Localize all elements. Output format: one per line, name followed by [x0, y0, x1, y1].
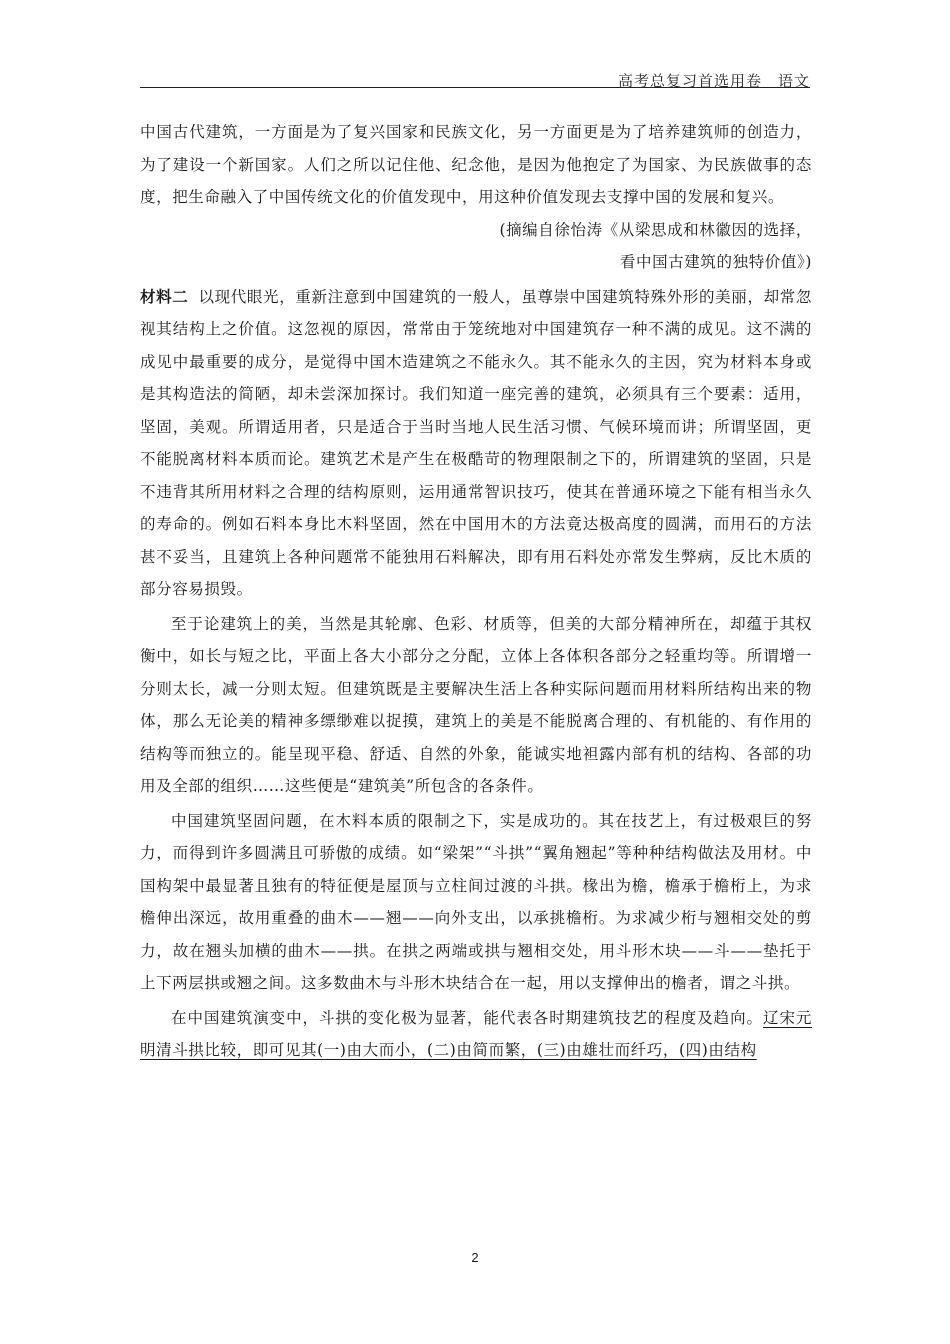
paragraph-dougong: 中国建筑坚固问题，在木料本质的限制之下，实是成功的。其在技艺上，有过极艰巨的努力，而得到许多圆满且可骄傲的成绩。如“梁架”“斗拱”“翼角翘起”等种种结构做法及用材。中国构架中最显著且独有的特征便是屋顶与立柱间过渡的斗拱。椽出为檐，檐承于檐桁上，为求檐伸出深远，故用重叠的曲木——翘——向外支出，以承挑檐桁。为求减少桁与翘相交处的剪力，故在翘头加横的曲木——拱。在拱之两端或拱与翘相交处，用斗形木块——斗——垫托于上下两层拱或翘之间。这多数曲木与斗形木块结合在一起，用以支撑伸出的檐者，谓之斗拱。: [140, 811, 812, 992]
running-header: 高考总复习首选用卷 语文: [617, 72, 810, 90]
page-number: 2: [471, 1250, 479, 1265]
paragraph-evolution-text: 在中国建筑演变中，斗拱的变化极为显著，能代表各时期建筑技艺的程度及趋向。: [171, 1008, 763, 1027]
source-citation-line1: (摘编自徐怡涛《从梁思成和林徽因的选择，: [499, 220, 812, 239]
material-label: 材料二: [140, 287, 189, 306]
paragraph-continued: 中国古代建筑，一方面是为了复兴国家和民族文化，另一方面更是为了培养建筑师的创造力，为了建设一个新国家。人们之所以记住他、纪念他，是因为他抱定了为国家、为民族做事的态度，把生命融入了中国传统文化的价值发现中，用这种价值发现去支撑中国的发展和复兴。: [140, 123, 812, 206]
header-rule: [140, 87, 810, 88]
paragraph-evolution: [140, 1002, 812, 1067]
underlined-passage: 辽宋元明清斗拱比较，即可见其(一)由大而小，(二)由简而繁，(三)由雄壮而纤巧，(四)由结构: [140, 1008, 812, 1059]
document-body: [140, 116, 812, 1067]
paragraph-material2-text: 以现代眼光，重新注意到中国建筑的一般人，虽尊崇中国建筑特殊外形的美丽，却常忽视其结构上之价值。这忽视的原因，常常由于笼统地对中国建筑存一种不满的成见。这不满的成见中最重要的成分，是觉得中国木造建筑之不能永久。其不能永久的主因，究为材料本身或是其构造法的简陋，却未尝深加探讨。我们知道一座完善的建筑，必须具有三个要素：适用，坚固，美观。所谓适用者，只是适合于当时当地人民生活习惯、气候环境而讲；所谓坚固，更不能脱离材料本质而论。建筑艺术是产生在极酷苛的物理限制之下的，所谓建筑的坚固，只是不违背其所用材料之合理的结构原则，运用通常智识技巧，使其在普通环境之下能有相当永久的寿命的。例如石料本身比木料坚固，然在中国用木的方法竟达极高度的圆满，而用石的方法甚不妥当，且建筑上各种问题常不能独用石料解决，即有用石料处亦常发生弊病，反比木质的部分容易损毁。: [140, 287, 812, 598]
source-citation-line2: 看中国古建筑的独特价值》): [619, 253, 812, 271]
paragraph-material2: [140, 281, 812, 606]
paragraph-beauty: 至于论建筑上的美，当然是其轮廓、色彩、材质等，但美的大部分精神所在，却蕴于其权衡中，如长与短之比，平面上各大小部分之分配，立体上各体积各部分之轻重均等。所谓增一分则太长，减一分则太短。但建筑既是主要解决生活上各种实际问题而用材料所结构出来的物体，那么无论美的精神多缥缈难以捉摸，建筑上的美是不能脱离合理的、有机能的、有作用的结构等而独立的。能呈现平稳、舒适、自然的外象，能诚实地袒露内部有机的结构、各部的功用及全部的组织……这些便是“建筑美”所包含的各条件。: [140, 614, 812, 795]
